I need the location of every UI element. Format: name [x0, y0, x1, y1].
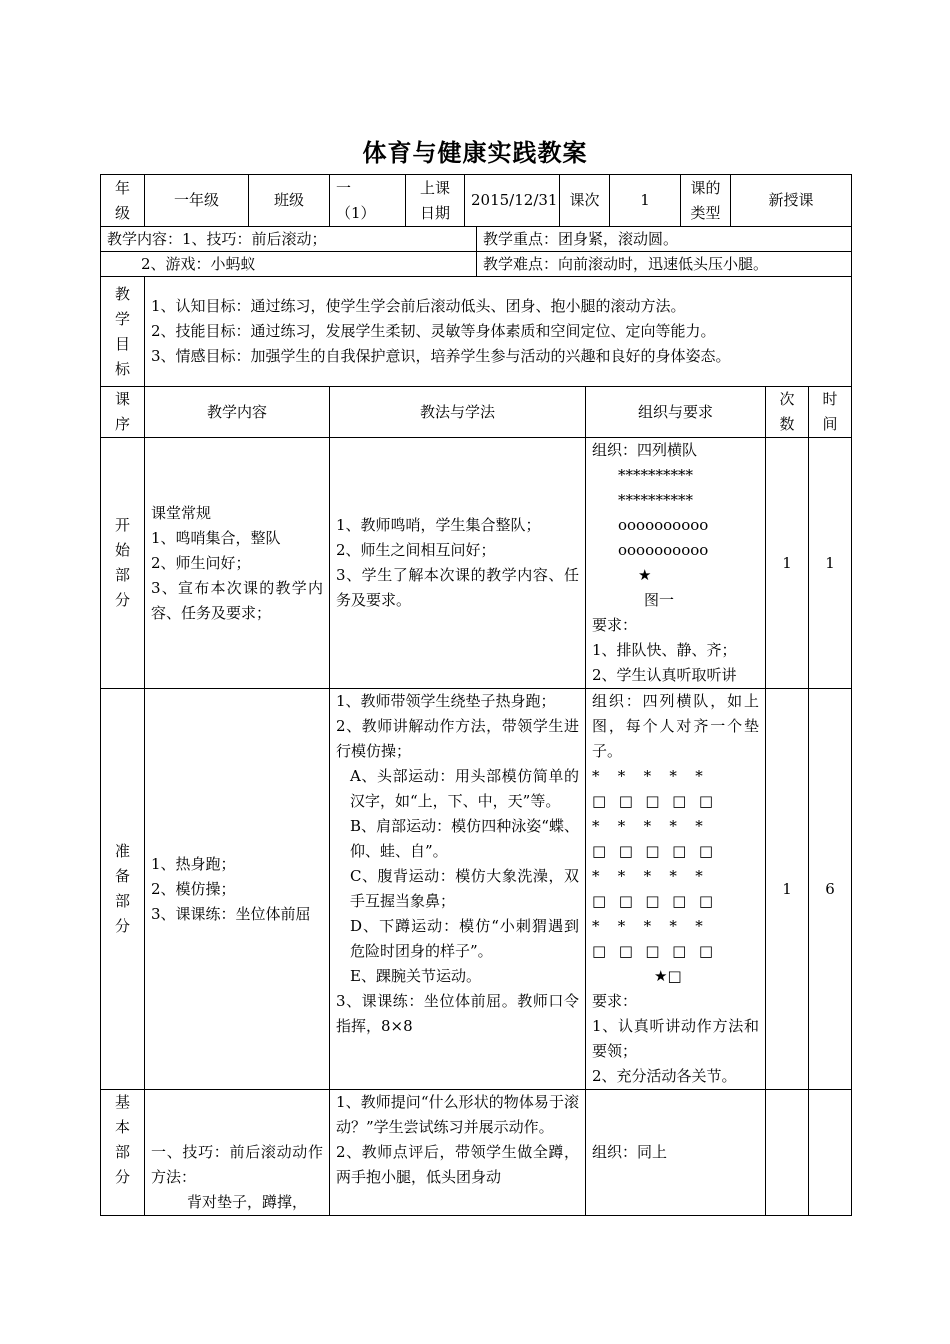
- time-cell: 6: [809, 689, 852, 1090]
- count-cell: [766, 1090, 809, 1216]
- count-cell: 1: [766, 438, 809, 689]
- formation-row: oooooooooo: [618, 541, 709, 559]
- table-row: [101, 438, 852, 689]
- date-value: 2015/12/31: [465, 175, 560, 227]
- type-value: 新授课: [731, 175, 852, 227]
- col-content: 教学内容: [145, 387, 330, 438]
- formation-row: * * * * *: [592, 817, 704, 835]
- objective-item: 3、情感目标：加强学生的自我保护意识，培养学生参与活动的兴趣和良好的身体姿态。: [151, 347, 731, 365]
- col-method: 教法与学法: [330, 387, 586, 438]
- objectives-table: [100, 276, 852, 387]
- method-cell: 1、教师提问“什么形状的物体易于滚动？”学生尝试练习并展示动作。 2、教师点评后，带领学生做全蹲，两手抱小腿，低头团身动: [330, 1090, 586, 1216]
- content-cell: 课堂常规 1、鸣哨集合，整队 2、师生问好； 3、宣布本次课的教学内容、任务及要求；: [145, 438, 330, 689]
- date-label: 上课 日期: [406, 175, 465, 227]
- table-row: [101, 1090, 852, 1216]
- time-cell: [809, 1090, 852, 1216]
- header-table: [100, 174, 852, 227]
- method-cell: 1、教师带领学生绕垫子热身跑； 2、教师讲解动作方法，带领学生进行模仿操； A、头部运动：用头部模仿简单的汉字，如“上，下、中，天”等。 B、肩部运动：模仿四种泳姿“蝶、仰、蛙、自”。 C、腹背运动：模仿大象洗澡，双手互握当象鼻； D、下蹲运动：模仿“小刺猬遇到危险时团身的样子”。 E、踝腕关节运动。 3、课课练：坐位体前屈。教师口令指挥，8×8: [330, 689, 586, 1090]
- formation-row: * * * * *: [592, 917, 704, 935]
- col-time: 时 间: [809, 387, 852, 438]
- session-label: 课次: [560, 175, 610, 227]
- table-row: [101, 689, 852, 1090]
- class-value: 一 （1）: [330, 175, 406, 227]
- teacher-star-icon: ★: [638, 566, 652, 584]
- formation-row: oooooooooo: [618, 516, 709, 534]
- objective-item: 2、技能目标：通过练习，发展学生柔韧、灵敏等身体素质和空间定位、定向等能力。: [151, 322, 716, 340]
- formation-row: □ □ □ □ □: [592, 842, 715, 860]
- grade-label: 年 级: [101, 175, 145, 227]
- content-cell: 1、热身跑； 2、模仿操； 3、课课练：坐位体前屈: [145, 689, 330, 1090]
- formation-row: □ □ □ □ □: [592, 942, 715, 960]
- content-cell: 一、技巧：前后滚动动作方法： 背对垫子，蹲撑，: [145, 1090, 330, 1216]
- type-label: 课的 类型: [681, 175, 731, 227]
- teacher-star-icon: ★□: [654, 967, 682, 985]
- phase-label: 开 始 部 分: [101, 438, 145, 689]
- col-count: 次 数: [766, 387, 809, 438]
- col-organization: 组织与要求: [586, 387, 766, 438]
- formation-row: □ □ □ □ □: [592, 792, 715, 810]
- formation-row: **********: [618, 466, 693, 484]
- content-table: [100, 226, 852, 277]
- difficulty: 教学难点：向前滚动时，迅速低头压小腿。: [477, 252, 852, 277]
- phase-label: 准 备 部 分: [101, 689, 145, 1090]
- procedure-table: [100, 386, 852, 1216]
- teaching-content-1: 教学内容：1、技巧：前后滚动；: [101, 227, 477, 252]
- objectives-label: 教 学 目 标: [101, 277, 145, 387]
- key-point: 教学重点：团身紧，滚动圆。: [477, 227, 852, 252]
- method-cell: 1、教师鸣哨，学生集合整队； 2、师生之间相互问好； 3、学生了解本次课的教学内容、任务及要求。: [330, 438, 586, 689]
- formation-row: □ □ □ □ □: [592, 892, 715, 910]
- organization-cell: 组织：四列横队，如上图，每个人对齐一个垫子。 * * * * * □ □ □ □ □ * * * * * □ □ □ □ □ * * * * * □ □ □ □ □ * * * * * □ □ □ □ □ ★□ 要求： 1、认真听讲动作方法和要领； 2、充分活动各关节。: [586, 689, 766, 1090]
- teaching-content-2: 2、游戏：小蚂蚁: [101, 252, 477, 277]
- objectives-list: [145, 277, 852, 387]
- session-value: 1: [610, 175, 681, 227]
- lesson-plan-table: [100, 174, 851, 1216]
- page-title: 体育与健康实践教案: [362, 138, 588, 167]
- class-label: 班级: [249, 175, 330, 227]
- objective-item: 1、认知目标：通过练习，使学生学会前后滚动低头、团身、抱小腿的滚动方法。: [151, 297, 686, 315]
- organization-cell: 组织：同上: [586, 1090, 766, 1216]
- formation-row: * * * * *: [592, 867, 704, 885]
- col-order: 课 序: [101, 387, 145, 438]
- grade-value: 一年级: [145, 175, 249, 227]
- formation-row: **********: [618, 491, 693, 509]
- organization-cell: 组织：四列横队 ********** ********** oooooooooo oooooooooo ★ 图一 要求： 1、排队快、静、齐； 2、学生认真听取听讲: [586, 438, 766, 689]
- phase-label: 基 本 部 分: [101, 1090, 145, 1216]
- formation-row: * * * * *: [592, 767, 704, 785]
- time-cell: 1: [809, 438, 852, 689]
- count-cell: 1: [766, 689, 809, 1090]
